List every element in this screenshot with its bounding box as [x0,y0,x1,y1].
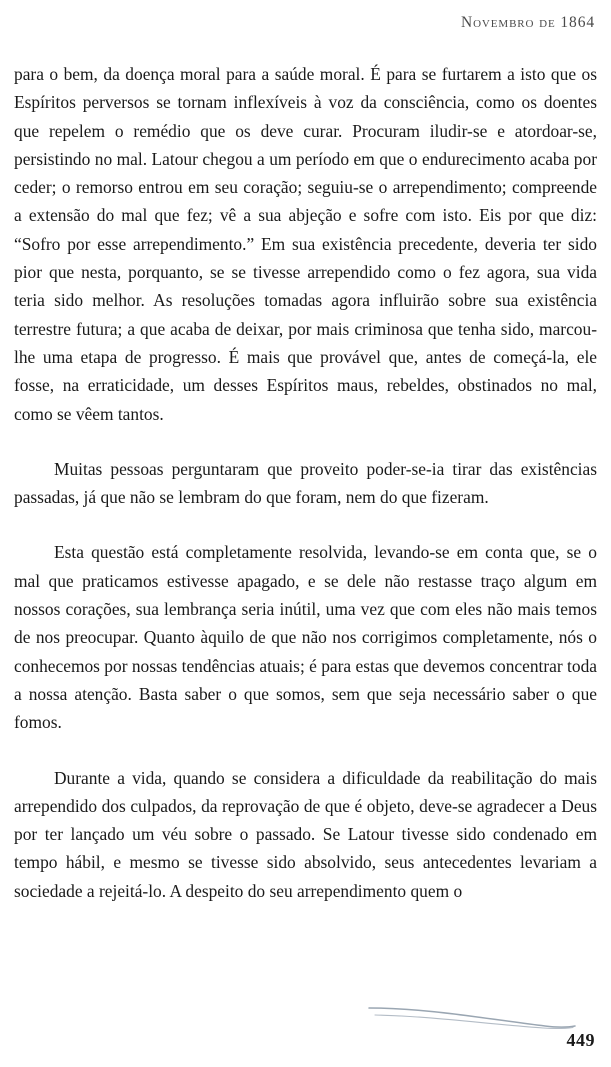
page-footer [0,1003,611,1057]
paragraph: Esta questão está completamente resolvida, levando-se em conta que, se o mal que praticamos estivesse apagado, e se dele não restasse traço algum em nossos corações, sua lembrança seria inútil, uma vez que com eles não mais temos de nos preocupar. Quanto àquilo de que não nos corrigimos completamente, nós o conhecemos por nossas tendências atuais; é para estas que devemos concentrar toda a nossa atenção. Basta saber o que somos, sem que seja necessário saber o que fomos. [14,542,597,733]
page-number: 449 [566,1030,595,1050]
running-head: Novembro de 1864 [460,14,595,31]
body-text [14,60,597,905]
paragraph: Durante a vida, quando se considera a dificuldade da reabilitação do mais arrependido dos culpados, da reprovação de que é objeto, deve-se agradecer a Deus por ter lançado um véu sobre o passado. Se Latour tivesse sido condenado em tempo hábil, e mesmo se tivesse sido absolvido, seus antecedentes levariam a sociedade a rejeitá-lo. A despeito do seu arrependimento quem o [14,767,597,901]
paragraph: Muitas pessoas perguntaram que proveito poder-se-ia tirar das existências passadas, já que não se lembram do que foram, nem do que fizeram. [14,458,597,508]
paragraph: para o bem, da doença moral para a saúde moral. É para se furtarem a isto que os Espíritos perversos se tornam inflexíveis à voz da consciência, como os doentes que repelem o remédio que os deve curar. Procuram iludir-se e atordoar-se, persistindo no mal. Latour chegou a um período em que o endurecimento acaba por ceder; o remorso entrou em seu coração; seguiu-se o arrependimento; compreende a extensão do mal que fez; vê a sua abjeção e sofre com isto. Eis por que diz: “Sofro por esse arrependimento.” Em sua existência precedente, deveria ter sido pior que nesta, porquanto, se se tivesse arrependido como o fez agora, sua vida teria sido melhor. As resoluções tomadas agora influirão sobre sua existência terrestre futura; a que acaba de deixar, por mais criminosa que tenha sido, marcou-lhe uma etapa de progresso. É mais que provável que, antes de começá-la, ele fosse, na erraticidade, um desses Espíritos maus, rebeldes, obstinados no mal, como se vêem tantos. [14,64,597,424]
decorative-rule-ornament [367,1005,597,1031]
